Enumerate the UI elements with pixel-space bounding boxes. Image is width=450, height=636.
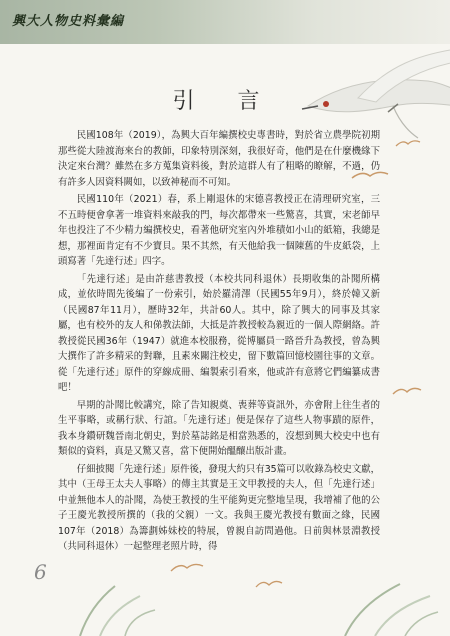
reed-illustration [330,560,440,636]
paragraph: 民國108年（2019），為興大百年編撰校史專書時，對於省立農學院初期那些從大陸渡海來台的教師，印象特別深刻，我很好奇，他們是在什麼機緣下決定來台灣？雖然在多方蒐集資料後，對於這群人有了粗略的瞭解，不過，仍有許多人因資料闕如，以致神秘而不可知。 [58,130,380,188]
flying-bird-icon [255,578,283,590]
reed-illustration [70,566,160,636]
page-number: 6 [34,560,47,584]
flying-bird-icon [392,385,422,397]
paragraph: 「先達行述」是由許慈書教授（本校共同科退休）長期收集的訃聞所構成，並依時間先後編了一份索引，始於羅清澤（民國55年9月），終於韓又新（民國87年11月），歷時32年，共計60人。其中，除了興大的同事及其家屬，也有校外的友人和俤教法師，大抵是許教授較為親近的一個人際網絡。許教授從民國36年（1947）就進本校服務，從博屬員一路晉升為教授，曾為興大撰作了許多精采的對聯，且素來關注校史，留下數篇回憶校園往事的文章。從「先達行述」原件的穿線成冊、編製索引看來，他或許有意將它們編纂成書吧！ [58,273,380,393]
paragraph: 早期的訃聞比較講究，除了告知親奠、喪葬等資訊外，亦會附上往生者的生平事略，或稱行狀、行誼。「先達行述」便是保存了這些人物事蹟的原件，我本身鑽研魏晉南北朝史，對於墓誌銘是相當熟悉的，沒想到興大校史中也有類似的資料，真是又驚又喜，當下便開始醞釀出版計畫。 [58,399,380,457]
header-title: 興大人物史料彙編 [12,14,125,29]
flying-bird-icon [395,138,421,148]
paragraph: 仔細披閱「先達行述」原件後，發現大約只有35篇可以收錄為校史文獻，其中（王母王太夫人事略）的傳主其實是王文甲教授的夫人，但「先達行述」中並無他本人的訃聞，為使王教授的生平能夠更完整地呈現，我增補了他的公子王慶光教授所撰的（我的父親）一文。我與王慶光教授有數面之緣，民國107年（2018）為籌劃姊妹校的特展，曾親自訪問過他。日前與林景淵教授（共同科退休）一起整理老照片時，得 [58,463,380,552]
page-title: 引 言 [172,89,278,114]
flying-bird-icon [170,560,204,574]
paragraph: 民國110年（2021）春，系上剛退休的宋德喜教授正在清理研究室，三不五時便會拿著一堆資料來敲我的門，每次都帶來一些驚喜，其實，宋老師早年也投注了不少精力編撰校史，看著他研究室內外堆積如小山的紙箱，我總是想，那裡面肯定有不少寶貝。果不其然，有天他給我一個陳舊的牛皮紙袋，上頭寫著「先達行述」四字。 [58,194,380,267]
body-text [58,128,380,557]
